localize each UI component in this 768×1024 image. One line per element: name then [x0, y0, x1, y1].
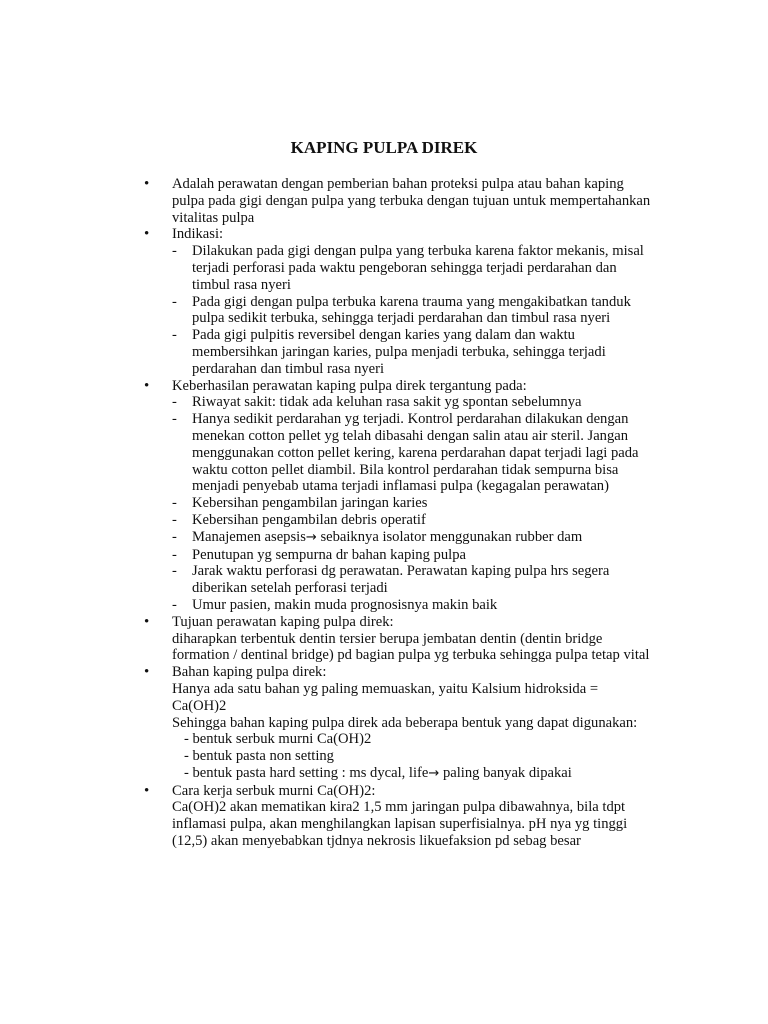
section-cara-kerja — [0, 783, 652, 850]
bullet-icon — [144, 664, 154, 681]
page-title: KAPING PULPA DIREK — [290, 138, 478, 157]
arrow-right-icon: → — [305, 529, 317, 545]
section-heading: Tujuan perawatan kaping pulpa direk: — [172, 613, 394, 630]
section-heading: Keberhasilan perawatan kaping pulpa direk tergantung pada: — [172, 377, 527, 394]
list-item: - Pada gigi pulpitis reversibel dengan karies yang dalam dan waktu membersihkan jaringan karies, pulpa menjadi terbuka, sehingga terjadi perdarahan dan timbul rasa nyeri — [172, 327, 606, 377]
section-bahan — [0, 664, 652, 783]
list-item: - Penutupan yg sempurna dr bahan kaping pulpa — [172, 546, 466, 563]
list-item: - bentuk serbuk murni Ca(OH)2 — [184, 731, 372, 748]
bullet-icon — [144, 176, 154, 193]
section-tujuan — [0, 614, 652, 664]
section-heading: Indikasi: — [172, 226, 224, 243]
list-item: - Kebersihan pengambilan debris operatif — [172, 511, 426, 528]
bullet-icon — [144, 783, 154, 800]
cara-kerja-text: Ca(OH)2 akan mematikan kira2 1,5 mm jaringan pulpa dibawahnya, bila tdpt inflamasi pulpa, akan menghilangkan lapisan superfisialnya. pH nya yg tinggi (12,5) akan menyebabkan tjdnya nekrosis likuefaksion pd sebag besar — [172, 799, 628, 850]
list-item: - Dilakukan pada gigi dengan pulpa yang terbuka karena faktor mekanis, misal terjadi perforasi pada waktu pengeboran sehingga terjadi perdarahan dan timbul rasa nyeri — [172, 243, 644, 293]
list-item: - Kebersihan pengambilan jaringan karies — [172, 495, 428, 512]
list-item: - bentuk pasta non setting — [184, 748, 334, 765]
list-item: - Hanya sedikit perdarahan yg terjadi. Kontrol perdarahan dilakukan dengan menekan cotton pellet yg telah dibasahi dengan salin atau air steril. Jangan menggunakan cotton pellet kering, karena perdarahan dapat terjadi lagi pada waktu cotton pellet diambil. Bila kontrol perdarahan tidak sempurna bisa menjadi penyebab utama terjadi inflamasi pulpa (kegagalan perawatan) — [172, 411, 639, 495]
tujuan-text: diharapkan terbentuk dentin tersier berupa jembatan dentin (dentin bridge formation / dentinal bridge) pd bagian pulpa yg terbuka sehingga pulpa tetap vital — [172, 630, 650, 664]
list-item: - Umur pasien, makin muda prognosisnya makin baik — [172, 596, 498, 613]
bullet-icon — [144, 226, 154, 243]
document-body — [0, 176, 768, 850]
definition-text: Adalah perawatan dengan pemberian bahan proteksi pulpa atau bahan kaping pulpa pada gigi dengan pulpa yang terbuka dengan tujuan untuk mempertahankan vitalitas pulpa — [172, 176, 651, 226]
section-heading: Bahan kaping pulpa direk: — [172, 664, 327, 681]
arrow-right-icon: → — [428, 765, 440, 781]
list-item: - Riwayat sakit: tidak ada keluhan rasa sakit yg spontan sebelumnya — [172, 394, 582, 411]
list-item: - Pada gigi dengan pulpa terbuka karena trauma yang mengakibatkan tanduk pulpa sedikit terbuka, sehingga terjadi perdarahan dan timbul rasa nyeri — [172, 293, 631, 327]
section-indikasi — [0, 226, 652, 377]
section-keberhasilan — [0, 378, 652, 614]
bullet-icon — [144, 378, 154, 395]
bahan-text: Hanya ada satu bahan yg paling memuaskan, yaitu Kalsium hidroksida = Ca(OH)2 — [172, 680, 599, 714]
bahan-text: Sehingga bahan kaping pulpa direk ada beberapa bentuk yang dapat digunakan: — [172, 714, 638, 731]
list-item: - Manajemen asepsis→ sebaiknya isolator menggunakan rubber dam — [172, 528, 583, 545]
section-heading: Cara kerja serbuk murni Ca(OH)2: — [172, 782, 376, 799]
list-item: - bentuk pasta hard setting : ms dycal, life→ paling banyak dipakai — [184, 764, 572, 781]
bullet-icon — [144, 614, 154, 631]
list-item: - Jarak waktu perforasi dg perawatan. Perawatan kaping pulpa hrs segera diberikan setelah perforasi terjadi — [172, 563, 610, 597]
section-definition — [0, 176, 652, 226]
